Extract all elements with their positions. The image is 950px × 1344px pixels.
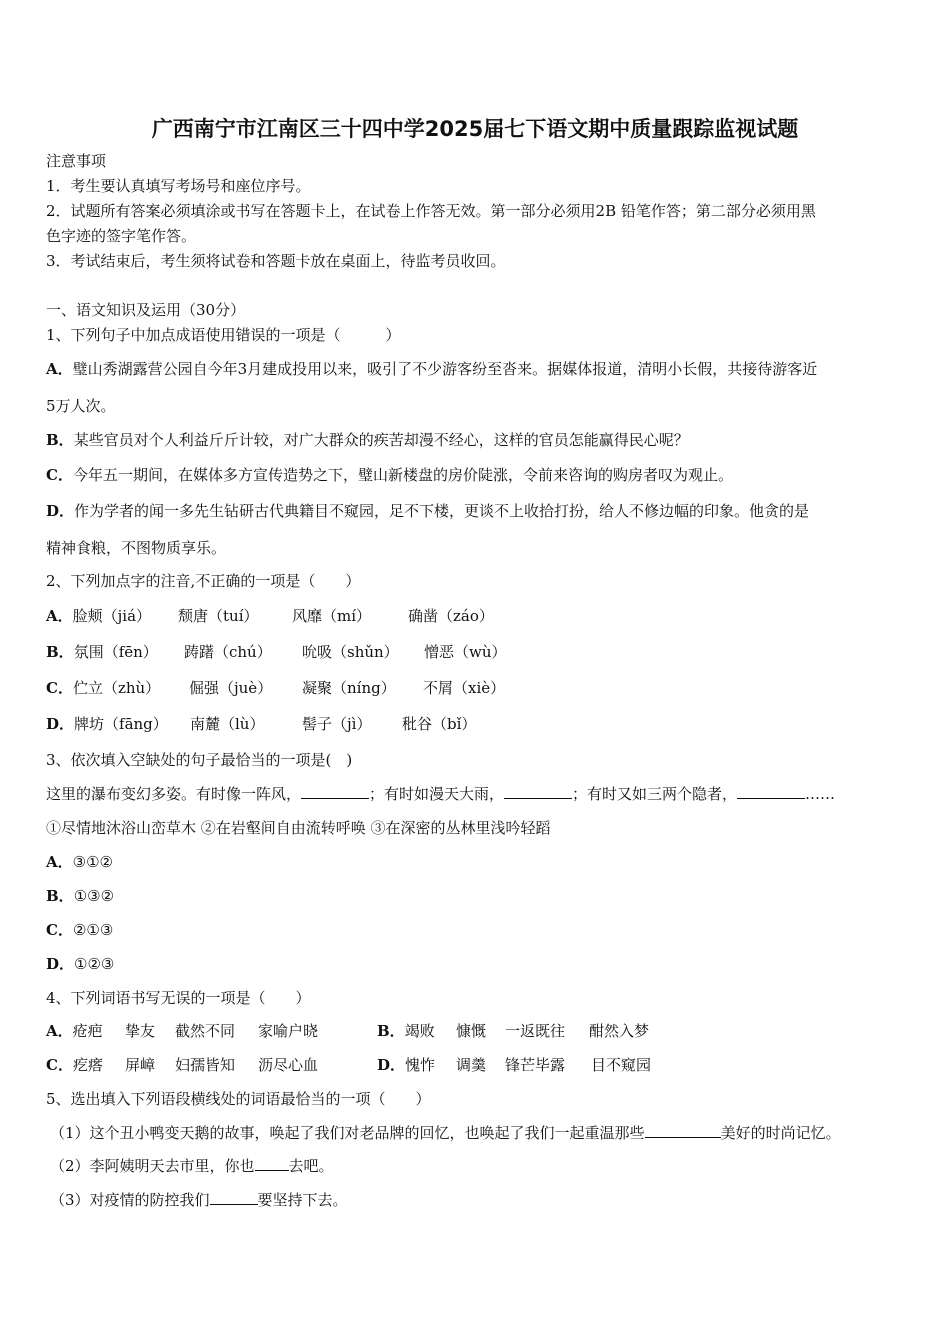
q2-b-item-1: B．氛围（fēn） xyxy=(46,643,158,661)
q3-option-d: D．①②③ xyxy=(46,955,115,973)
q5-s1-part-1: （1）这个丑小鸭变天鹅的故事，唤起了我们对老品牌的回忆，也唤起了我们一起重温那些 xyxy=(50,1124,645,1142)
q5-sentence-3 xyxy=(50,1190,348,1210)
q4-c-word-2: 屏嶂 xyxy=(125,1056,156,1074)
q5-s2-part-1: （2）李阿姨明天去市里，你也 xyxy=(50,1157,255,1175)
q5-blank-1 xyxy=(645,1123,721,1138)
q2-d-item-3: 髻子（jì） xyxy=(302,715,372,733)
q4-b-word-3: 一返既往 xyxy=(505,1022,566,1040)
notice-item-1: 1．考生要认真填写考场号和座位序号。 xyxy=(46,177,311,195)
q2-d-item-4: 秕谷（bǐ） xyxy=(402,715,477,733)
q2-c-item-2: 倔强（juè） xyxy=(189,679,273,697)
q1-option-d: D．作为学者的闻一多先生钻研古代典籍目不窥园，足不下楼，更谈不上收拾打扮，给人不修边幅的印象。他贪的是 xyxy=(46,502,810,520)
q1-stem: 1、下列句子中加点成语使用错误的一项是（ ） xyxy=(46,326,401,344)
q4-d-word-1: D．愧怍 xyxy=(377,1056,436,1074)
section-heading: 一、语文知识及运用（30分） xyxy=(46,301,246,319)
q3-passage-part-4: …… xyxy=(805,785,836,803)
notice-item-2-cont: 色字迹的签字笔作答。 xyxy=(46,227,197,245)
q4-stem: 4、下列词语书写无误的一项是（ ） xyxy=(46,989,311,1007)
q4-a-word-3: 截然不同 xyxy=(175,1022,236,1040)
q4-d-word-4: 目不窥园 xyxy=(591,1056,652,1074)
q4-d-word-2: 调羹 xyxy=(456,1056,487,1074)
q2-c-item-4: 不屑（xiè） xyxy=(423,679,506,697)
q3-passage xyxy=(46,784,835,804)
q1-option-a-cont: 5万人次。 xyxy=(46,397,116,415)
q4-a-word-1: A．疮疤 xyxy=(46,1022,103,1040)
q3-choices: ①尽情地沐浴山峦草木 ②在岩壑间自由流转呼唤 ③在深密的丛林里浅吟轻蹈 xyxy=(46,819,551,837)
q2-b-item-2: 踌躇（chú） xyxy=(184,643,272,661)
q1-option-b: B．某些官员对个人利益斤斤计较，对广大群众的疾苦却漫不经心，这样的官员怎能赢得民心呢？ xyxy=(46,431,689,449)
q5-blank-2 xyxy=(255,1156,289,1171)
notice-heading: 注意事项 xyxy=(46,152,107,170)
q3-passage-part-3: ；有时又如三两个隐者， xyxy=(572,785,738,803)
q3-stem: 3、依次填入空缺处的句子最恰当的一项是( ) xyxy=(46,751,353,769)
q2-stem: 2、下列加点字的注音,不正确的一项是（ ） xyxy=(46,572,361,590)
q5-s1-part-2: 美好的时尚记忆。 xyxy=(720,1124,841,1142)
notice-item-2: 2．试题所有答案必须填涂或书写在答题卡上，在试卷上作答无效。第一部分必须用2B 铅笔作答；第二部分必须用黑 xyxy=(46,202,816,220)
q3-option-c: C．②①③ xyxy=(46,921,114,939)
q4-c-word-1: C．疙瘩 xyxy=(46,1056,103,1074)
q5-sentence-1 xyxy=(50,1123,841,1143)
q4-b-word-4: 酣然入梦 xyxy=(589,1022,650,1040)
q4-c-word-3: 妇孺皆知 xyxy=(175,1056,236,1074)
notice-item-3: 3．考试结束后，考生须将试卷和答题卡放在桌面上，待监考员收回。 xyxy=(46,252,506,270)
q5-s3-part-2: 要坚持下去。 xyxy=(257,1191,348,1209)
q3-blank-1 xyxy=(301,784,369,799)
q3-option-a: A．③①② xyxy=(46,853,113,871)
q2-b-item-4: 憎恶（wù） xyxy=(424,643,507,661)
q5-stem: 5、选出填入下列语段横线处的词语最恰当的一项（ ） xyxy=(46,1090,431,1108)
q2-a-item-1: A．脸颊（jiá） xyxy=(46,607,152,625)
q4-d-word-3: 锋芒毕露 xyxy=(505,1056,566,1074)
q5-s2-part-2: 去吧。 xyxy=(288,1157,334,1175)
q3-passage-part-1: 这里的瀑布变幻多姿。有时像一阵风， xyxy=(46,785,302,803)
q2-c-item-1: C．伫立（zhù） xyxy=(46,679,161,697)
q2-c-item-3: 凝聚（níng） xyxy=(302,679,396,697)
exam-title: 广西南宁市江南区三十四中学2025届七下语文期中质量跟踪监视试题 xyxy=(151,117,799,141)
q1-option-d-cont: 精神食粮，不图物质享乐。 xyxy=(46,539,227,557)
q2-d-item-2: 南麓（lù） xyxy=(190,715,265,733)
q3-blank-3 xyxy=(737,784,805,799)
q3-option-b: B．①③② xyxy=(46,887,115,905)
q2-a-item-4: 确凿（záo） xyxy=(408,607,494,625)
q4-b-word-1: B．竭败 xyxy=(377,1022,435,1040)
q1-option-c: C．今年五一期间，在媒体多方宣传造势之下，璧山新楼盘的房价陡涨，令前来咨询的购房者叹为观止。 xyxy=(46,466,733,484)
q4-a-word-2: 挚友 xyxy=(125,1022,156,1040)
q3-blank-2 xyxy=(504,784,572,799)
q5-blank-3 xyxy=(210,1190,258,1205)
q2-a-item-2: 颓唐（tuí） xyxy=(178,607,259,625)
q4-c-word-4: 沥尽心血 xyxy=(258,1056,319,1074)
q5-s3-part-1: （3）对疫情的防控我们 xyxy=(50,1191,210,1209)
q4-a-word-4: 家喻户晓 xyxy=(258,1022,319,1040)
q4-b-word-2: 慷慨 xyxy=(456,1022,487,1040)
q1-option-a: A．璧山秀湖露营公园自今年3月建成投用以来，吸引了不少游客纷至沓来。据媒体报道，清明小长假，共接待游客近 xyxy=(46,360,818,378)
q2-a-item-3: 风靡（mí） xyxy=(292,607,372,625)
q5-sentence-2 xyxy=(50,1156,334,1176)
q2-b-item-3: 吮吸（shǔn） xyxy=(302,643,399,661)
q3-passage-part-2: ；有时如漫天大雨， xyxy=(369,785,505,803)
q2-d-item-1: D．牌坊（fāng） xyxy=(46,715,168,733)
